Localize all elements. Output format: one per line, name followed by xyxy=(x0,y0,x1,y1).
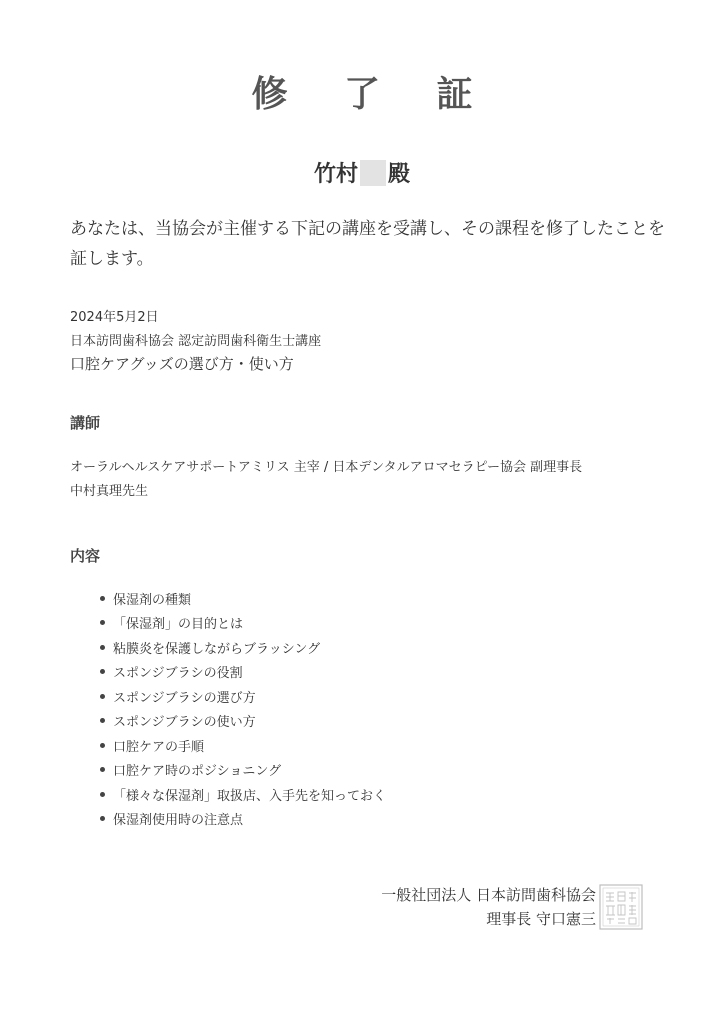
list-item: 「様々な保湿剤」取扱店、入手先を知っておく xyxy=(100,782,386,807)
bullet-icon xyxy=(100,767,105,772)
list-item: 口腔ケア時のポジショニング xyxy=(100,758,386,783)
list-item: 保湿剤の種類 xyxy=(100,586,386,611)
bullet-icon xyxy=(100,718,105,723)
bullet-icon xyxy=(100,694,105,699)
bullet-icon xyxy=(100,596,105,601)
course-title: 口腔ケアグッズの選び方・使い方 xyxy=(70,355,294,373)
official-seal-stamp xyxy=(599,884,643,930)
instructor-heading: 講師 xyxy=(70,414,101,432)
list-item: スポンジブラシの役割 xyxy=(100,660,386,685)
recipient-line xyxy=(0,157,724,188)
list-item: スポンジブラシの使い方 xyxy=(100,709,386,734)
course-date: 2024年5月2日 xyxy=(70,310,159,325)
recipient-honorific: 殿 xyxy=(388,161,411,187)
list-item: 口腔ケアの手順 xyxy=(100,733,386,758)
course-organizer-program: 日本訪問歯科協会 認定訪問歯科衛生士講座 xyxy=(70,334,322,349)
bullet-icon xyxy=(100,645,105,650)
bullet-icon xyxy=(100,620,105,625)
bullet-icon xyxy=(100,792,105,797)
list-item: 「保湿剤」の目的とは xyxy=(100,611,386,636)
list-item: 保湿剤使用時の注意点 xyxy=(100,807,386,832)
redacted-name-block xyxy=(360,160,386,186)
list-item: スポンジブラシの選び方 xyxy=(100,684,386,709)
bullet-icon xyxy=(100,669,105,674)
instructor-affiliation: オーラルヘルスケアサポートアミリス 主宰 / 日本デンタルアロマセラピー協会 副理事長 xyxy=(70,460,583,475)
recipient-name: 竹村 xyxy=(313,161,358,187)
issuer-block xyxy=(381,883,596,931)
certificate-title: 修 了 証 xyxy=(251,73,495,115)
bullet-icon xyxy=(100,743,105,748)
issuer-organization: 一般社団法人 日本訪問歯科協会 xyxy=(381,886,596,904)
bullet-icon xyxy=(100,816,105,821)
certificate-statement: あなたは、当協会が主催する下記の講座を受講し、その課程を修了したことを証します。 xyxy=(70,219,665,269)
contents-list xyxy=(100,586,386,831)
contents-heading: 内容 xyxy=(70,547,101,565)
list-item: 粘膜炎を保護しながらブラッシング xyxy=(100,635,386,660)
instructor-name: 中村真理先生 xyxy=(70,484,149,499)
issuer-signatory: 理事長 守口憲三 xyxy=(486,910,596,928)
